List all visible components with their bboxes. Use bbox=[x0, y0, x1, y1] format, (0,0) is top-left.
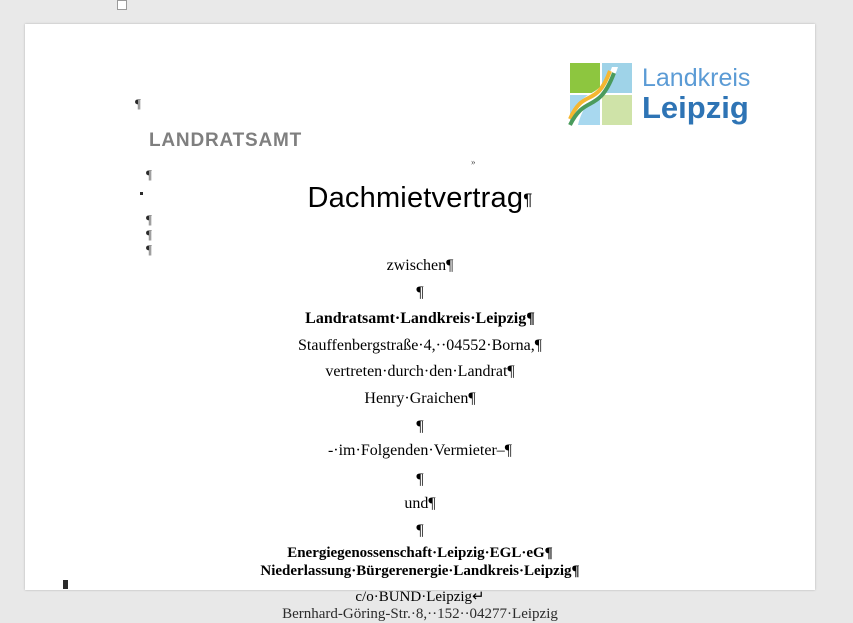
pilcrow-mark: ¶ bbox=[146, 227, 152, 242]
paragraph-landlord-name: Landratsamt·Landkreis·Leipzig¶ bbox=[305, 310, 535, 327]
document-title bbox=[25, 182, 815, 215]
logo-line-1: Landkreis bbox=[642, 63, 751, 92]
paragraph-empty: ¶ bbox=[416, 284, 424, 301]
paragraph-represented-by: vertreten·durch·den·Landrat¶ bbox=[325, 363, 515, 380]
margin-bullet-icon bbox=[63, 580, 68, 589]
pilcrow-mark: ¶ bbox=[135, 96, 141, 111]
paragraph-tenant-branch: Niederlassung·Bürgerenergie·Landkreis·Leipzig¶ bbox=[260, 563, 580, 579]
landkreis-leipzig-logo bbox=[568, 60, 778, 128]
landkreis-leipzig-logo-mark-icon bbox=[568, 61, 634, 127]
pilcrow-mark: ¶ bbox=[523, 190, 533, 209]
formatting-mark-icon: » bbox=[471, 157, 476, 167]
document-page[interactable] bbox=[25, 24, 815, 622]
paragraph-tenant-co: c/o·BUND·Leipzig↵ bbox=[355, 589, 485, 605]
paragraph-zwischen: zwischen¶ bbox=[386, 257, 454, 274]
paragraph-empty: ¶ bbox=[416, 418, 424, 435]
pilcrow-mark: ¶ bbox=[146, 242, 152, 257]
paragraph-vermieter-note: -·im·Folgenden·Vermieter–¶ bbox=[327, 442, 513, 459]
paragraph-landlord-address: Stauffenbergstraße·4,··04552·Borna,¶ bbox=[298, 337, 542, 354]
pilcrow-mark: ¶ bbox=[146, 167, 152, 182]
paragraph-empty: ¶ bbox=[416, 522, 424, 539]
paragraph-tenant-address: Bernhard-Göring-Str.·8,··152··04277·Leipzig bbox=[282, 606, 558, 622]
paragraph-und: und¶ bbox=[404, 495, 436, 512]
selection-marker-icon bbox=[117, 0, 127, 10]
authority-heading: LANDRATSAMT bbox=[149, 130, 303, 151]
document-title-text: Dachmietvertrag bbox=[307, 182, 524, 214]
logo-wordmark bbox=[642, 63, 751, 125]
pilcrow-mark: ¶ bbox=[146, 212, 152, 227]
paragraph-empty: ¶ bbox=[416, 471, 424, 488]
paragraph-tenant-name: Energiegenossenschaft·Leipzig·EGL·eG¶ bbox=[287, 545, 553, 561]
paragraph-landrat-name: Henry·Graichen¶ bbox=[364, 390, 476, 407]
logo-line-2: Leipzig bbox=[642, 89, 749, 125]
